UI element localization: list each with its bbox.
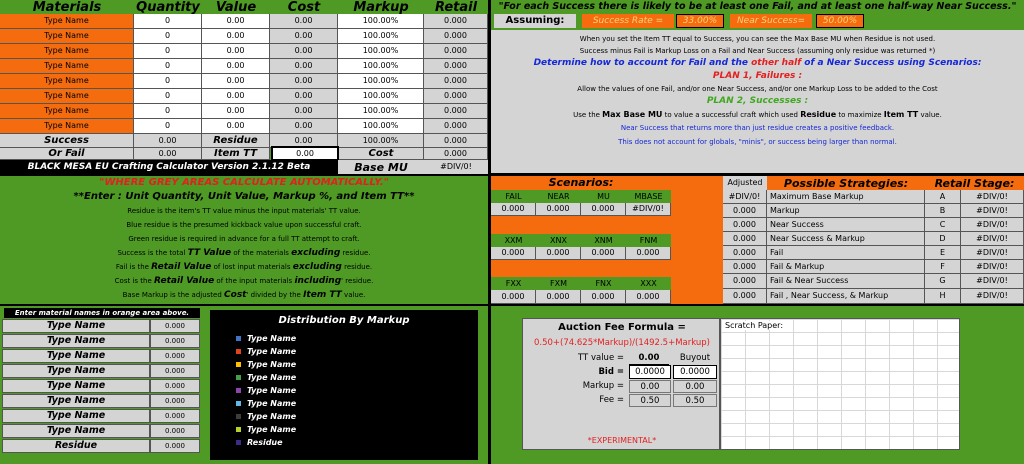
legend-swatch [236,375,241,380]
scenario-value: 0.000 [626,290,671,304]
l4-d: Residue [800,110,837,119]
info-line-2: Success minus Fail is Markup Loss on a Fail and Near Success (assuming only residue was returned *) [579,47,936,55]
markup-buyout-value: 0.00 [673,380,717,393]
markup-input[interactable]: 100.00% [338,74,424,89]
material-list-name: Type Name [2,424,150,438]
scenario-header-xxx: XXX [626,277,671,290]
t: value. [341,291,366,299]
strategy-stage: C [925,218,961,232]
strategy-name: Near Success & Markup [767,232,925,246]
strategy-stage: F [925,260,961,274]
cost-cell: 0.00 [270,74,338,89]
strategy-adjusted: #DIV/0! [723,190,767,204]
material-list-value: 0.000 [150,424,200,438]
instruction-blue-residue: Blue residue is the presumed kickback value upon successful craft. [126,221,362,229]
retail-cell: 0.000 [424,104,488,119]
retail-cell: 0.000 [424,44,488,59]
item-tt-label: Item TT [202,148,270,160]
t: including [294,276,342,286]
scenario-header-near: NEAR [536,190,581,203]
t: Retail Value [154,276,215,286]
material-list-value: 0.000 [150,394,200,408]
material-list-name: Residue [2,439,150,453]
strategy-name: Fail [767,246,925,260]
strategy-adjusted: 0.000 [723,246,767,260]
scenario-header-fail: FAIL [491,190,536,203]
retail-stage-header: Retail Stage: [925,176,1024,190]
markup-input[interactable]: 100.00% [338,44,424,59]
strategy-adjusted: 0.000 [723,218,767,232]
distribution-title: Distribution By Markup [278,315,410,326]
bid-input[interactable]: 0.0000 [629,365,671,379]
t: Item TT [303,290,342,300]
retail-cell: 0.000 [424,14,488,29]
buyout-header: Buyout [679,353,711,363]
material-list-name: Type Name [2,394,150,408]
material-name-input[interactable]: Type Name [0,44,134,59]
t: of the materials [231,249,292,257]
quantity-input[interactable]: 0 [134,89,202,104]
info-line-4 [573,108,942,121]
instruction-fail [116,260,372,274]
material-list-name: Type Name [2,319,150,333]
t: Cost [224,290,247,300]
strategy-adjusted: 0.000 [723,260,767,274]
t: Base Markup is the adjusted [122,291,225,299]
legend-item [236,384,436,397]
strategy-retail: #DIV/0! [961,218,1024,232]
cost-label: Cost [339,148,424,160]
l4-g: value. [918,111,942,119]
info-title: "For each Success there is likely to be at least one Fail, and at least one half-way Near Success." [491,0,1024,13]
value-input[interactable]: 0.00 [202,29,270,44]
instruction-success [117,246,370,260]
legend-item [236,436,436,449]
col-materials-header: Materials [32,0,102,14]
grey-areas-title: "WHERE GREY AREAS CALCULATE AUTOMATICALLY." [99,177,389,188]
scenario-header-fnx: FNX [581,277,626,290]
col-value-header: Value [215,0,257,14]
distribution-legend [236,332,436,449]
scratch-paper-label: Scratch Paper: [725,321,784,330]
legend-label: Type Name [247,398,297,408]
markup-value: 0.00 [629,380,671,393]
material-list-name: Type Name [2,349,150,363]
strategy-stage: E [925,246,961,260]
scenario-value: 0.000 [626,247,671,260]
cost-cell: 0.00 [270,29,338,44]
success-retail: 0.000 [424,134,488,148]
strategy-name: Markup [767,204,925,218]
material-list-name: Type Name [2,409,150,423]
legend-swatch [236,362,241,367]
material-name-input[interactable]: Type Name [0,74,134,89]
scenario-value: 0.000 [581,247,626,260]
strategy-retail: #DIV/0! [961,274,1024,289]
info-line-1: When you set the Item TT equal to Success, you can see the Max Base MU when Residue is not used. [579,35,936,43]
info-line-6: This does not account for globals, "minis", or success being larger than normal. [618,138,897,146]
determine-heading [534,57,982,70]
strategy-name: Fail , Near Success, & Markup [767,289,925,304]
t: residue. [341,263,373,271]
col-quantity-header: Quantity [136,0,200,14]
base-mu-value: #DIV/0! [424,160,488,174]
near-success-label: Near Success= [730,14,812,28]
strategy-stage: B [925,204,961,218]
cost-cell: 0.00 [270,89,338,104]
tt-value-cell: 0.00 [629,352,669,365]
material-list-value: 0.000 [150,379,200,393]
value-input[interactable]: 0.00 [202,89,270,104]
plan1-heading: PLAN 1, Failures : [712,71,803,81]
value-input[interactable]: 0.00 [202,44,270,59]
legend-swatch [236,349,241,354]
l4-b: Max Base MU [602,110,663,119]
material-list-name: Type Name [2,379,150,393]
scenario-header-xnm: XNM [581,234,626,247]
strategy-retail: #DIV/0! [961,204,1024,218]
legend-item [236,410,436,423]
scenario-value: 0.000 [536,203,581,216]
quantity-input[interactable]: 0 [134,59,202,74]
retail-cell: 0.000 [424,89,488,104]
retail-cell: 0.000 [424,29,488,44]
value-input[interactable]: 0.00 [202,119,270,134]
determine-part-a: Determine how to account for Fail and the [533,58,752,68]
residue-label: Residue [202,134,270,148]
strategy-retail: #DIV/0! [961,246,1024,260]
cost-cell: 0.00 [270,119,338,134]
l4-a: Use the [573,111,603,119]
value-input[interactable]: 0.00 [202,74,270,89]
legend-label: Type Name [247,424,297,434]
tt-value-label: TT value = [578,353,624,363]
quantity-input[interactable]: 0 [134,74,202,89]
scenario-value: 0.000 [491,203,536,216]
scenario-value: 0.000 [491,290,536,304]
bid-label: Bid = [598,367,624,377]
col-cost-header: Cost [287,0,321,14]
material-list-value: 0.000 [150,409,200,423]
legend-label: Type Name [247,411,297,421]
material-name-input[interactable]: Type Name [0,119,134,134]
markup-input[interactable]: 100.00% [338,119,424,134]
info-line-3: Allow the values of one Fail, and/or one Near Success, and/or one Markup Loss to be added to the Cost [577,85,938,93]
strategy-adjusted: 0.000 [723,204,767,218]
scenario-header-mu: MU [581,190,626,203]
success-quantity: 0.00 [134,134,202,148]
auction-panel [522,318,720,450]
assuming-label: Assuming: [494,14,576,28]
adjusted-header: Adjusted [723,176,767,190]
success-label: Success [0,134,134,148]
material-list-header: Enter material names in orange area above. [4,308,200,318]
markup-label: Markup = [582,381,624,391]
quantity-input[interactable]: 0 [134,104,202,119]
strategy-stage: H [925,289,961,304]
legend-item [236,397,436,410]
material-name-input[interactable]: Type Name [0,29,134,44]
instruction-green-residue: Green residue is required in advance for a full TT attempt to craft. [128,235,360,243]
material-list-value: 0.000 [150,334,200,348]
scenario-header-xnx: XNX [536,234,581,247]
cost-cell: 0.00 [270,59,338,74]
info-line-5: Near Success that returns more than just residue creates a positive feedback. [620,124,895,132]
success-rate-label: Success Rate = [582,14,674,28]
scenario-value: 0.000 [536,247,581,260]
success-rate-input[interactable]: 33.00% [676,14,724,28]
retail-cell: 0.000 [424,119,488,134]
strategy-retail: #DIV/0! [961,289,1024,304]
material-name-input[interactable]: Type Name [0,104,134,119]
t: of lost input materials [211,263,293,271]
quantity-input[interactable]: 0 [134,44,202,59]
t: of the input materials [214,277,295,285]
fee-label: Fee = [599,395,624,405]
legend-label: Type Name [247,346,297,356]
material-list-value: 0.000 [150,364,200,378]
value-input[interactable]: 0.00 [202,59,270,74]
instruction-base-markup [123,288,366,302]
strategy-retail: #DIV/0! [961,260,1024,274]
col-retail-header: Retail [434,0,478,14]
strategy-retail: #DIV/0! [961,190,1024,204]
t: excluding [291,248,341,258]
markup-input[interactable]: 100.00% [338,59,424,74]
instruction-cost [115,274,374,288]
markup-input[interactable]: 100.00% [338,89,424,104]
material-list-value: 0.000 [150,349,200,363]
scenario-header-fxm: FXM [536,277,581,290]
legend-label: Type Name [247,333,297,343]
t: TT Value [187,248,232,258]
strategy-name: Fail & Markup [767,260,925,274]
legend-item [236,423,436,436]
experimental-note: *EXPERIMENTAL* [587,436,657,445]
t: ' divided by the [246,291,304,299]
determine-part-c: of a Near Success using Scenarios: [801,58,982,68]
material-list-value: 0.000 [150,439,200,453]
scenario-value: 0.000 [581,203,626,216]
possible-strategies-header: Possible Strategies: [767,176,925,190]
scenario-value: #DIV/0! [626,203,671,216]
success-markup: 100.00% [338,134,424,148]
scenarios-title: Scenarios: [491,176,671,189]
material-list-value: 0.000 [150,319,200,333]
legend-swatch [236,388,241,393]
legend-label: Type Name [247,372,297,382]
legend-label: Type Name [247,359,297,369]
item-tt-input[interactable]: 0.00 [271,146,339,161]
legend-label: Residue [247,437,283,447]
material-list-name: Type Name [2,334,150,348]
l4-f: Item TT [883,110,919,119]
strategy-name: Near Success [767,218,925,232]
t: Success is the total [117,249,188,257]
strategy-stage: G [925,274,961,289]
quantity-input[interactable]: 0 [134,119,202,134]
residue-value: 0.00 [270,134,338,148]
strategy-adjusted: 0.000 [723,232,767,246]
near-success-input[interactable]: 50.00% [816,14,864,28]
bid-buyout-input[interactable]: 0.0000 [673,365,717,379]
distribution-chart [210,310,478,460]
scenario-value: 0.000 [581,290,626,304]
material-name-input[interactable]: Type Name [0,89,134,104]
markup-input[interactable]: 100.00% [338,14,424,29]
legend-swatch [236,401,241,406]
plan2-heading: PLAN 2, Successes : [706,96,809,106]
determine-part-b: other half [751,58,802,68]
legend-item [236,332,436,345]
scenario-header-fnm: FNM [626,234,671,247]
scenario-header-fxx: FXX [491,277,536,290]
scenario-value: 0.000 [491,247,536,260]
scenario-value: 0.000 [536,290,581,304]
strategy-name: Maximum Base Markup [767,190,925,204]
fee-buyout-value: 0.50 [673,394,717,407]
value-input[interactable]: 0.00 [202,14,270,29]
markup-input[interactable]: 100.00% [338,29,424,44]
t: Cost is the [114,277,154,285]
retail-cell: 0.000 [424,59,488,74]
legend-swatch [236,414,241,419]
quantity-input[interactable]: 0 [134,29,202,44]
cost-cell: 0.00 [270,104,338,119]
fee-value: 0.50 [629,394,671,407]
l4-e: to maximize [836,111,884,119]
retail-cell: 0.000 [424,74,488,89]
markup-input[interactable]: 100.00% [338,104,424,119]
strategy-retail: #DIV/0! [961,232,1024,246]
strategy-stage: D [925,232,961,246]
cost-total: 0.000 [424,148,488,160]
legend-item [236,358,436,371]
t: residue. [340,249,371,257]
t: Fail is the [115,263,152,271]
material-name-input[interactable]: Type Name [0,14,134,29]
legend-item [236,371,436,384]
t: Retail Value [151,262,212,272]
scratch-paper[interactable] [720,318,960,450]
legend-item [236,345,436,358]
cost-cell: 0.00 [270,14,338,29]
strategy-stage: A [925,190,961,204]
app-title: BLACK MESA EU Crafting Calculator Version 2.1.12 Beta [0,160,338,174]
legend-label: Type Name [247,385,297,395]
l4-c: to value a successful craft which used [662,111,801,119]
material-list-name: Type Name [2,364,150,378]
scenario-header-mbase: MBASE [626,190,671,203]
cost-cell: 0.00 [270,44,338,59]
strategy-adjusted: 0.000 [723,274,767,289]
enter-instruction: **Enter : Unit Quantity, Unit Value, Markup %, and Item TT** [73,191,415,202]
t: ' residue. [341,277,374,285]
material-name-input[interactable]: Type Name [0,59,134,74]
fail-label: Or Fail [0,148,134,160]
col-markup-header: Markup [353,0,409,14]
value-input[interactable]: 0.00 [202,104,270,119]
t: excluding [292,262,342,272]
strategy-adjusted: 0.000 [723,289,767,304]
legend-swatch [236,427,241,432]
fail-quantity: 0.00 [134,148,202,160]
base-mu-label: Base MU [338,160,424,174]
legend-swatch [236,440,241,445]
strategy-name: Fail & Near Success [767,274,925,289]
quantity-input[interactable]: 0 [134,14,202,29]
instruction-residue: Residue is the item's TT value minus the input materials' TT value. [127,207,361,215]
legend-swatch [236,336,241,341]
auction-title: Auction Fee Formula = [558,322,686,333]
auction-formula: 0.50+(74.625*Markup)/(1492.5+Markup) [534,338,710,348]
scenario-header-xxm: XXM [491,234,536,247]
